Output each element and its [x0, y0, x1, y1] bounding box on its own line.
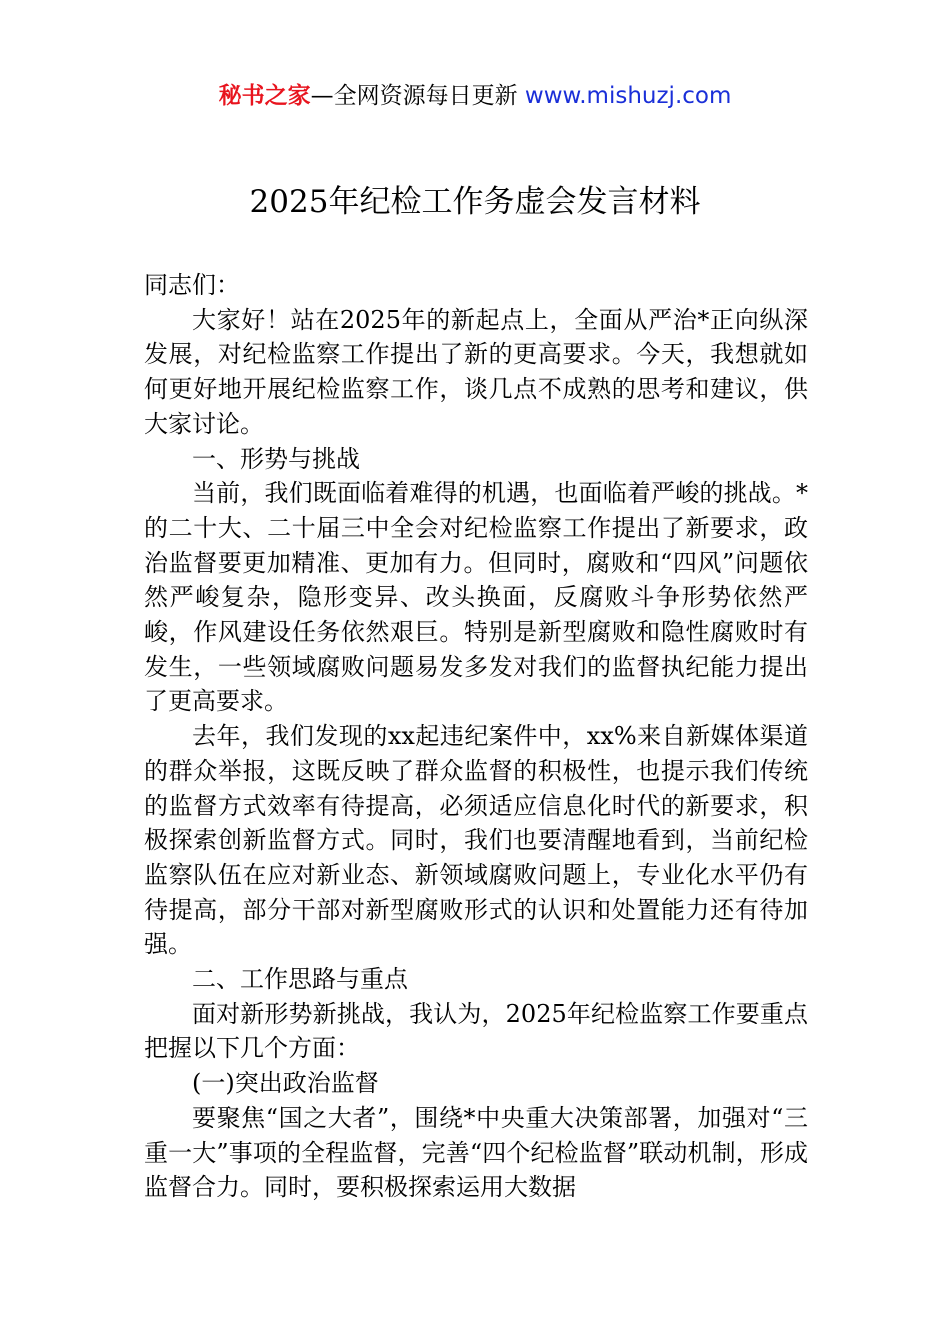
paragraph-approach: 面对新形势新挑战，我认为，2025年纪检监察工作要重点把握以下几个方面：	[144, 999, 808, 1063]
site-brand: 秘书之家	[218, 83, 311, 109]
paragraph-situation: 当前，我们既面临着难得的机遇，也面临着严峻的挑战。*的二十大、二十届三中全会对纪检监察工作提出了新要求，政治监督要更加精准、更加有力。但同时，腐败和“四风”问题依然严峻复杂，隐形变异、改头换面，反腐败斗争形势依然严峻，作风建设任务依然艰巨。特别是新型腐败和隐性腐败时有发生，一些领域腐败问题易发多发对我们的监督执纪能力提出了更高要求。	[144, 479, 808, 716]
site-tagline: —全网资源每日更新	[310, 83, 525, 109]
section-heading-1: 一、形势与挑战	[192, 444, 360, 473]
document-title: 2025年纪检工作务虚会发言材料	[249, 184, 701, 220]
subsection-heading-1: (一)突出政治监督	[192, 1069, 379, 1098]
site-banner	[0, 80, 950, 112]
section-heading-2: 二、工作思路与重点	[192, 965, 408, 994]
document-body	[144, 268, 808, 1205]
site-url[interactable]: www.mishuzj.com	[524, 83, 732, 109]
paragraph-political-supervision: 要聚焦“国之大者”，围绕*中央重大决策部署，加强对“三重一大”事项的全程监督，完善“四个纪检监督”联动机制，形成监督合力。同时，要积极探索运用大数据	[144, 1103, 808, 1202]
paragraph-intro: 大家好！站在2025年的新起点上，全面从严治*正向纵深发展，对纪检监察工作提出了新的更高要求。今天，我想就如何更好地开展纪检监察工作，谈几点不成熟的思考和建议，供大家讨论。	[144, 305, 808, 438]
greeting: 同志们：	[144, 271, 240, 299]
paragraph-cases: 去年，我们发现的xx起违纪案件中，xx%来自新媒体渠道的群众举报，这既反映了群众监督的积极性，也提示我们传统的监督方式效率有待提高，必须适应信息化时代的新要求，积极探索创新监督方式。同时，我们也要清醒地看到，当前纪检监察队伍在应对新业态、新领域腐败问题上，专业化水平仍有待提高，部分干部对新型腐败形式的认识和处置能力还有待加强。	[144, 722, 808, 959]
